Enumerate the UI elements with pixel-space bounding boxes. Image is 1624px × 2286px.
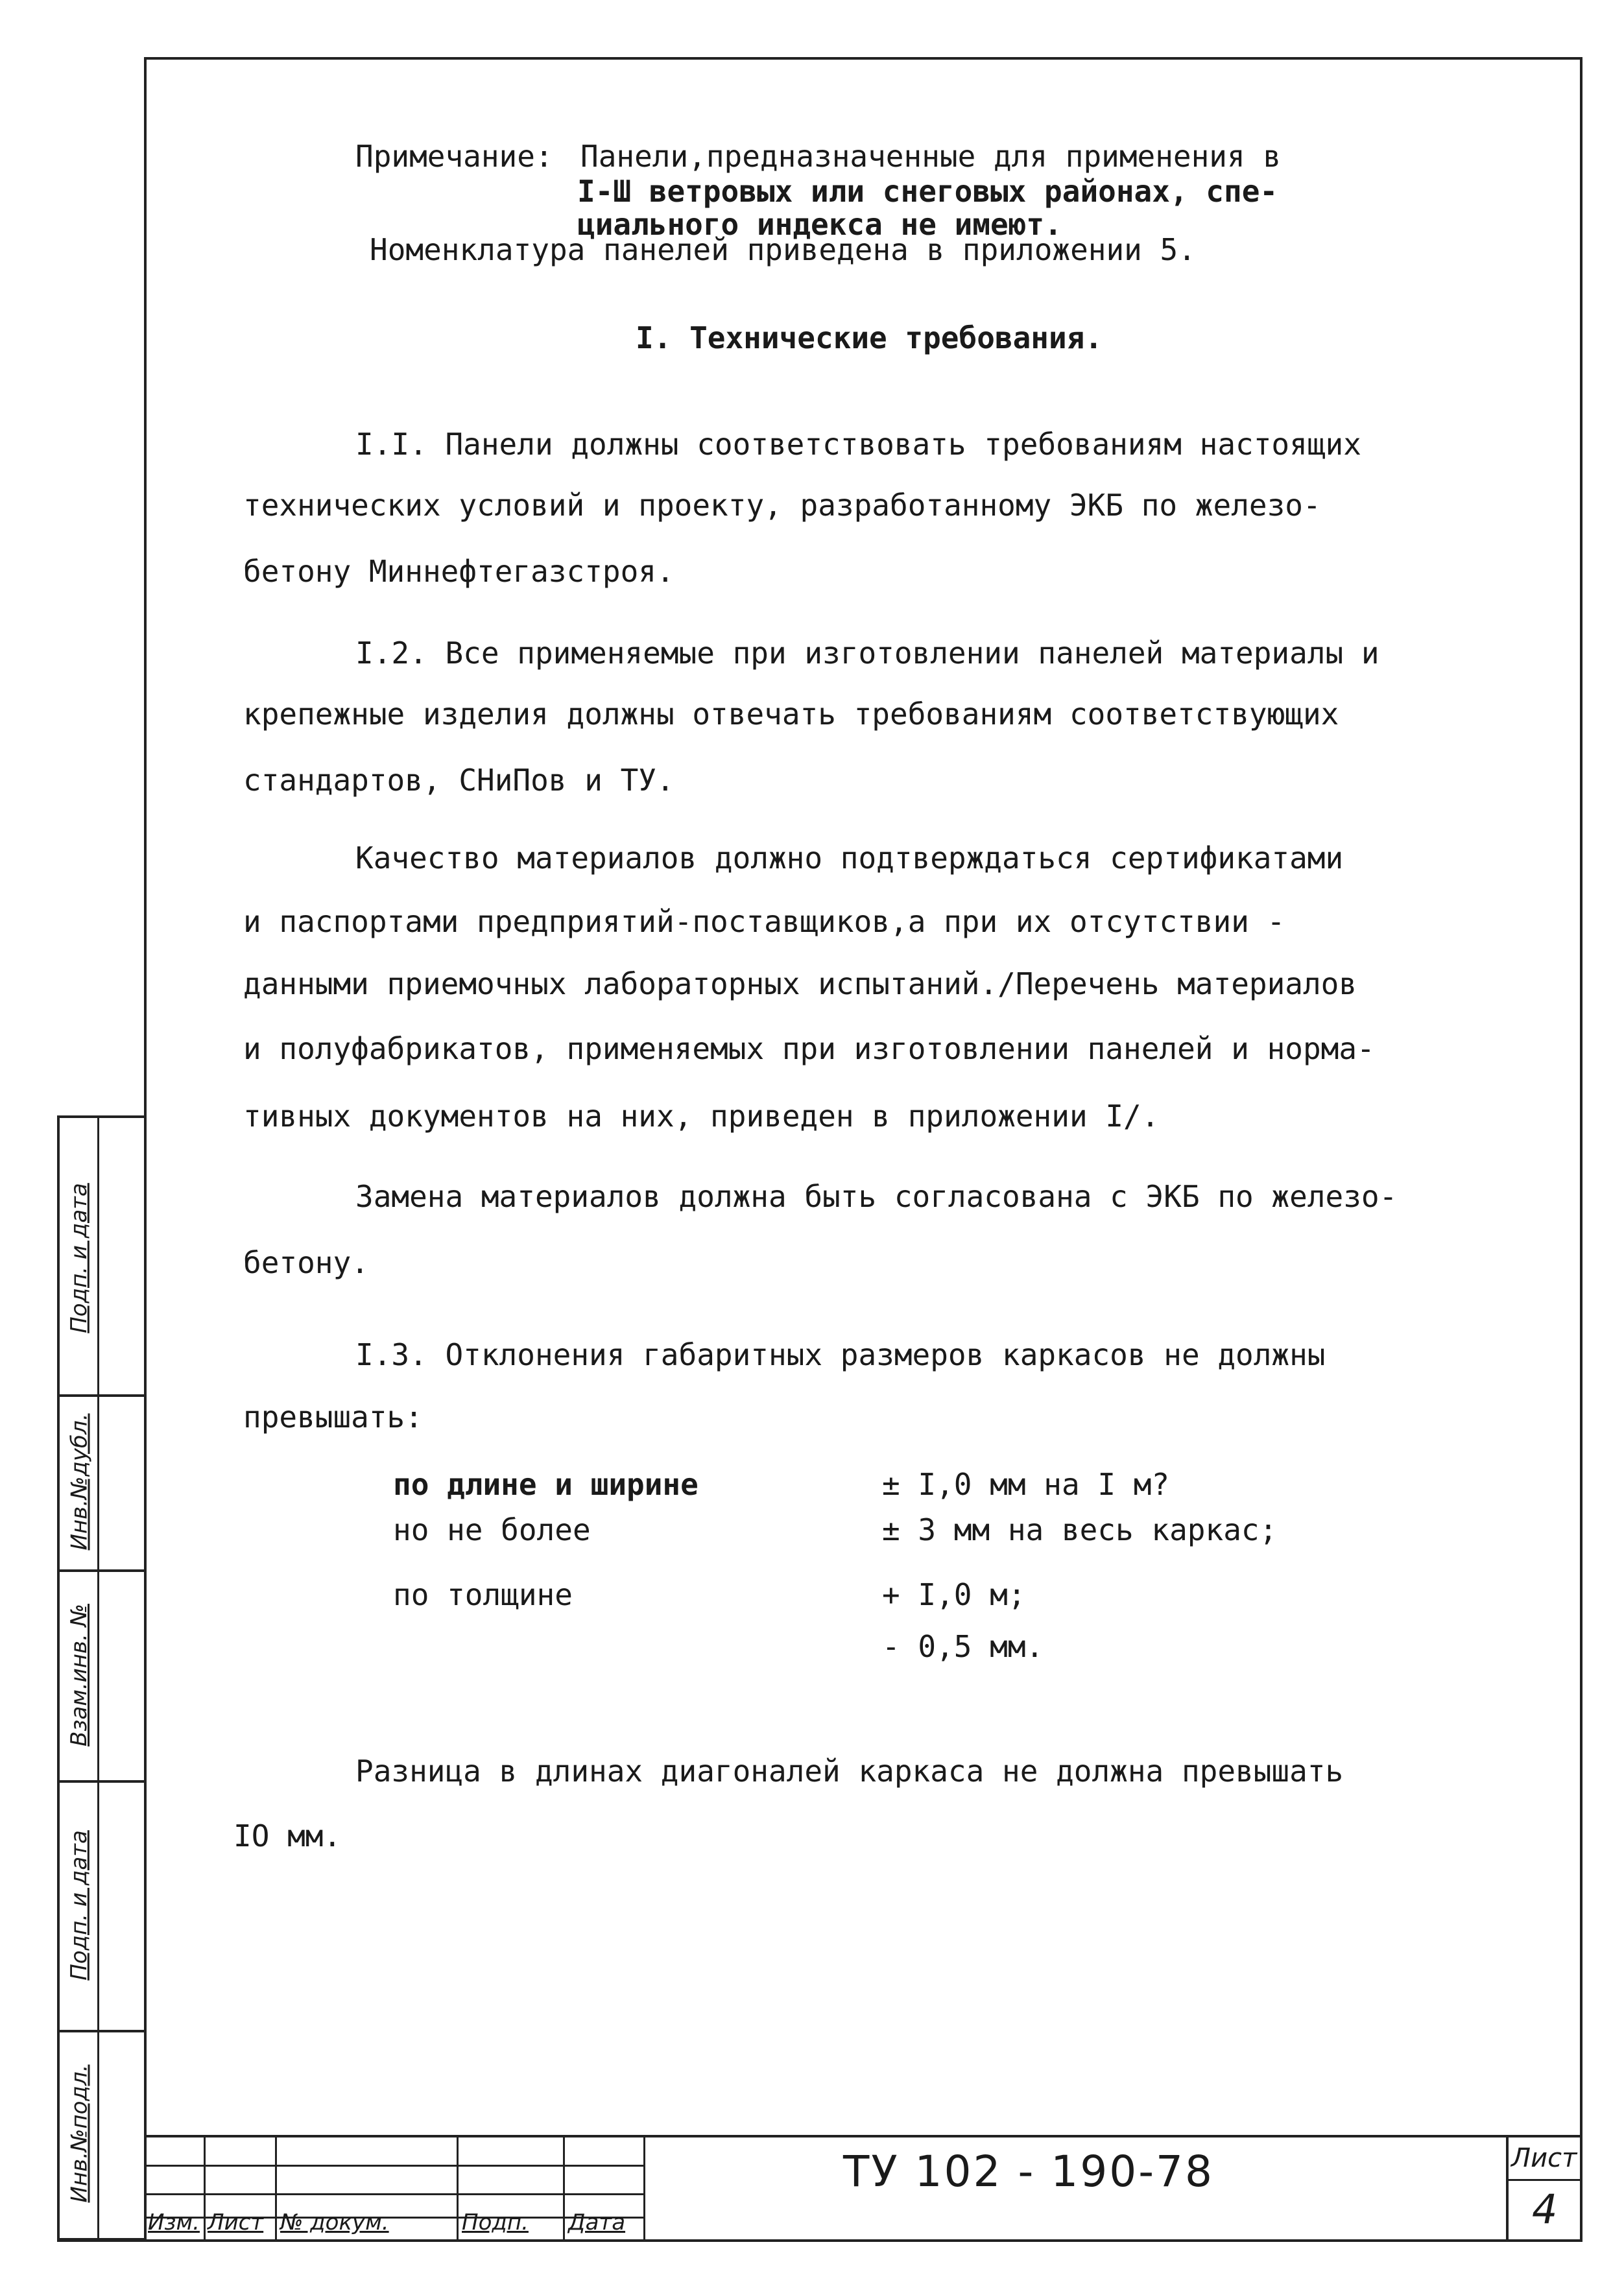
col-date-label: Дата — [568, 2209, 626, 2235]
quality-line: Качество материалов должно подтверждаться сертификатами — [355, 840, 1344, 875]
section-title: I. Технические требования. — [636, 320, 1103, 355]
sheet-number: 4 — [1532, 2185, 1558, 2233]
tolerance-value: + I,0 м; — [882, 1577, 1026, 1612]
p1-1-line: I.I. Панели должны соответствовать требованиям настоящих — [355, 427, 1361, 462]
p1-1-line: технических условий и проекту, разработанному ЭКБ по железо- — [243, 488, 1321, 523]
p1-1-line: бетону Миннефтегазстроя. — [243, 554, 675, 589]
title-block-col-line — [563, 2137, 565, 2242]
note-label: Примечание: — [355, 139, 553, 174]
tolerance-value: - 0,5 мм. — [882, 1629, 1044, 1664]
side-sign-date-1-label: Подп. и дата — [66, 1183, 93, 1333]
quality-line: и полуфабрикатов, применяемых при изготовлении панелей и норма- — [243, 1031, 1375, 1066]
side-dup-inv-label: Инв.№дубл. — [66, 1413, 93, 1551]
side-sign-date-2-label: Подп. и дата — [66, 1829, 93, 1981]
tolerance-label: но не более — [393, 1512, 591, 1547]
note-line-4: Номенклатура панелей приведена в приложении 5. — [370, 232, 1196, 267]
quality-line: данными приемочных лабораторных испытаний./Перечень материалов — [243, 966, 1357, 1001]
tolerance-value: ± 3 мм на весь каркас; — [882, 1512, 1278, 1547]
p1-3-line: превышать: — [243, 1399, 423, 1435]
side-sign-date-1 — [62, 1122, 96, 1394]
side-dup-inv — [62, 1394, 96, 1569]
col-sign-label: Подп. — [462, 2209, 529, 2235]
side-orig-inv-label: Инв.№подл. — [66, 2064, 93, 2203]
replacement-line: Замена материалов должна быть согласована с ЭКБ по железо- — [355, 1179, 1398, 1214]
col-doc-label: № докум. — [280, 2209, 389, 2235]
tolerance-label: по толщине — [393, 1577, 573, 1612]
title-block-col-line — [457, 2137, 459, 2242]
title-block-row-line — [144, 2193, 643, 2195]
note-line-1: Панели,предназначенные для применения в — [580, 139, 1282, 174]
side-replace-inv — [62, 1569, 96, 1780]
p1-2-line: крепежные изделия должны отвечать требованиям соответствующих — [243, 697, 1339, 732]
tolerance-label: по длине и ширине — [393, 1467, 699, 1502]
sheet-label: Лист — [1511, 2143, 1577, 2173]
p1-3-line: I.3. Отклонения габаритных размеров каркасов не должны — [355, 1337, 1326, 1372]
col-change-label: Изм. — [148, 2209, 200, 2235]
page-frame — [144, 57, 1582, 2239]
sheet-box-divider — [1506, 2179, 1582, 2181]
title-block-row-line — [144, 2165, 643, 2167]
document-code: ТУ 102 - 190-78 — [843, 2147, 1215, 2197]
diagonal-line: Разница в длинах диагоналей каркаса не должна превышать — [355, 1754, 1344, 1789]
note-line-3: циального индекса не имеют. — [577, 207, 1062, 242]
tolerance-value: ± I,0 мм на I м? — [882, 1467, 1170, 1502]
side-stamp-divider-vertical — [97, 1115, 99, 2241]
side-orig-inv — [62, 2030, 96, 2237]
bottom-border — [57, 2239, 1582, 2242]
p1-2-line: стандартов, СНиПов и ТУ. — [243, 763, 675, 798]
side-replace-inv-label: Взам.инв. № — [66, 1603, 93, 1746]
note-line-2: I-Ш ветровых или снеговых районах, спе- — [577, 174, 1278, 209]
p1-2-line: I.2. Все применяемые при изготовлении панелей материалы и — [355, 636, 1379, 671]
side-sign-date-2 — [62, 1780, 96, 2030]
quality-line: и паспортами предприятий-поставщиков,а при их отсутствии - — [243, 904, 1285, 939]
title-block-col-line — [643, 2137, 645, 2242]
diagonal-line: IO мм. — [233, 1818, 342, 1853]
replacement-line: бетону. — [243, 1245, 369, 1280]
quality-line: тивных документов на них, приведен в приложении I/. — [243, 1099, 1160, 1134]
col-sheet-label: Лист — [208, 2209, 264, 2235]
title-block-col-line — [204, 2137, 206, 2242]
title-block-col-line — [275, 2137, 277, 2242]
